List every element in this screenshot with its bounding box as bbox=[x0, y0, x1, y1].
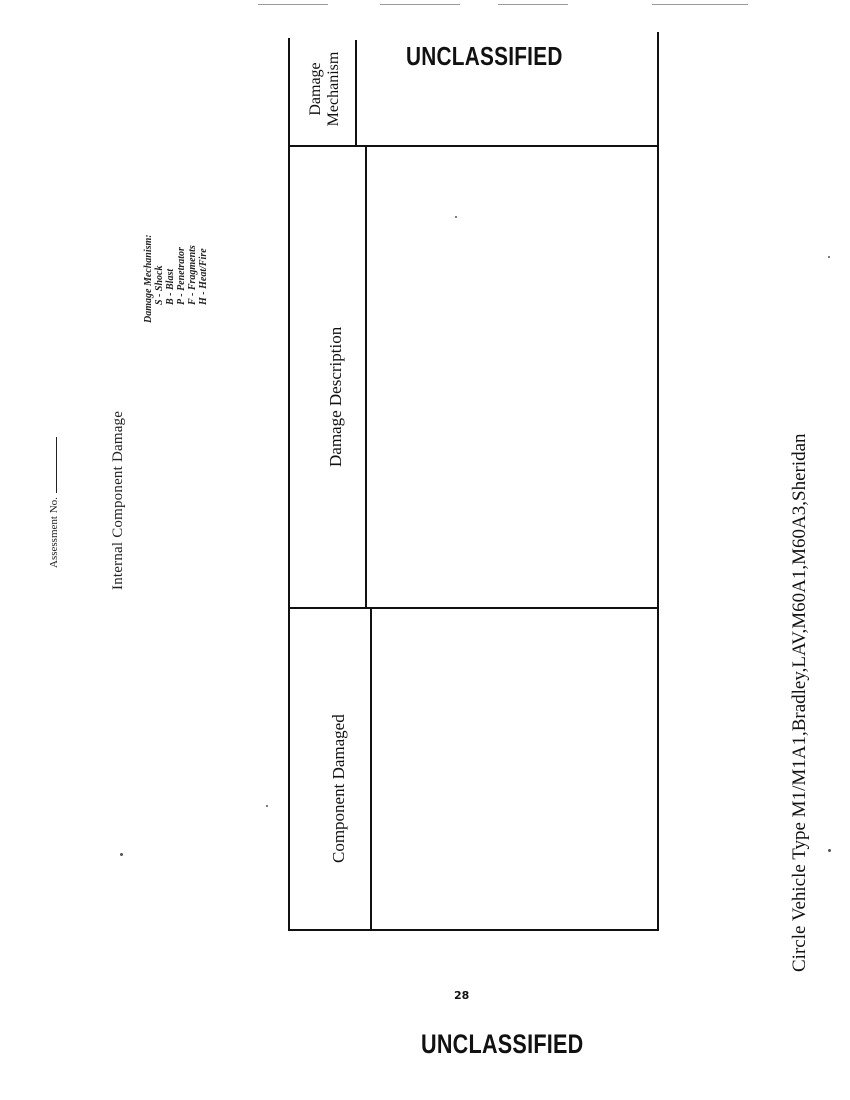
column-header-damage-description: Damage Description bbox=[326, 326, 345, 467]
damage-mechanism-legend bbox=[143, 234, 209, 323]
table-left-border bbox=[288, 38, 290, 930]
assessment-number-label: Assessment No. bbox=[48, 497, 60, 568]
legend-title: Damage Mechanism: bbox=[143, 234, 154, 323]
header-divider bbox=[355, 40, 357, 146]
legend-item-fragments: F - Fragments bbox=[187, 245, 198, 305]
legend-item-blast: B - Blast bbox=[165, 268, 176, 305]
scan-speck bbox=[828, 256, 830, 258]
header-divider bbox=[370, 608, 372, 930]
table-row-divider bbox=[290, 607, 658, 609]
legend-item-penetrator: P - Penetrator bbox=[176, 247, 187, 305]
scan-speck bbox=[120, 853, 123, 856]
scan-artifact-line bbox=[652, 4, 748, 5]
scan-artifact-line bbox=[380, 4, 460, 5]
scan-artifact-line bbox=[258, 4, 328, 5]
scan-speck bbox=[455, 216, 457, 218]
column-header-component-damaged: Component Damaged bbox=[329, 714, 348, 863]
scan-speck bbox=[266, 805, 268, 807]
assessment-number-field bbox=[47, 437, 60, 568]
page-number: 28 bbox=[454, 989, 470, 1002]
table-bottom-border bbox=[288, 929, 659, 931]
table-right-border bbox=[657, 32, 659, 930]
vehicle-type-line: Circle Vehicle Type M1/M1A1,Bradley,LAV,M60A1,M60A3,Sheridan bbox=[789, 433, 810, 972]
table-row-divider bbox=[290, 145, 658, 147]
scan-speck bbox=[828, 849, 831, 852]
header-divider bbox=[365, 146, 367, 608]
form-title: Internal Component Damage bbox=[110, 410, 126, 590]
legend-item-heat-fire: H - Heat/Fire bbox=[198, 248, 209, 305]
classification-stamp-top: UNCLASSIFIED bbox=[406, 41, 563, 71]
assessment-number-blank bbox=[47, 437, 57, 493]
column-header-damage-mechanism: Damage Mechanism bbox=[307, 51, 342, 127]
classification-stamp-bottom: UNCLASSIFIED bbox=[421, 1029, 584, 1059]
legend-item-shock: S - Shock bbox=[154, 265, 165, 305]
scan-artifact-line bbox=[498, 4, 568, 5]
